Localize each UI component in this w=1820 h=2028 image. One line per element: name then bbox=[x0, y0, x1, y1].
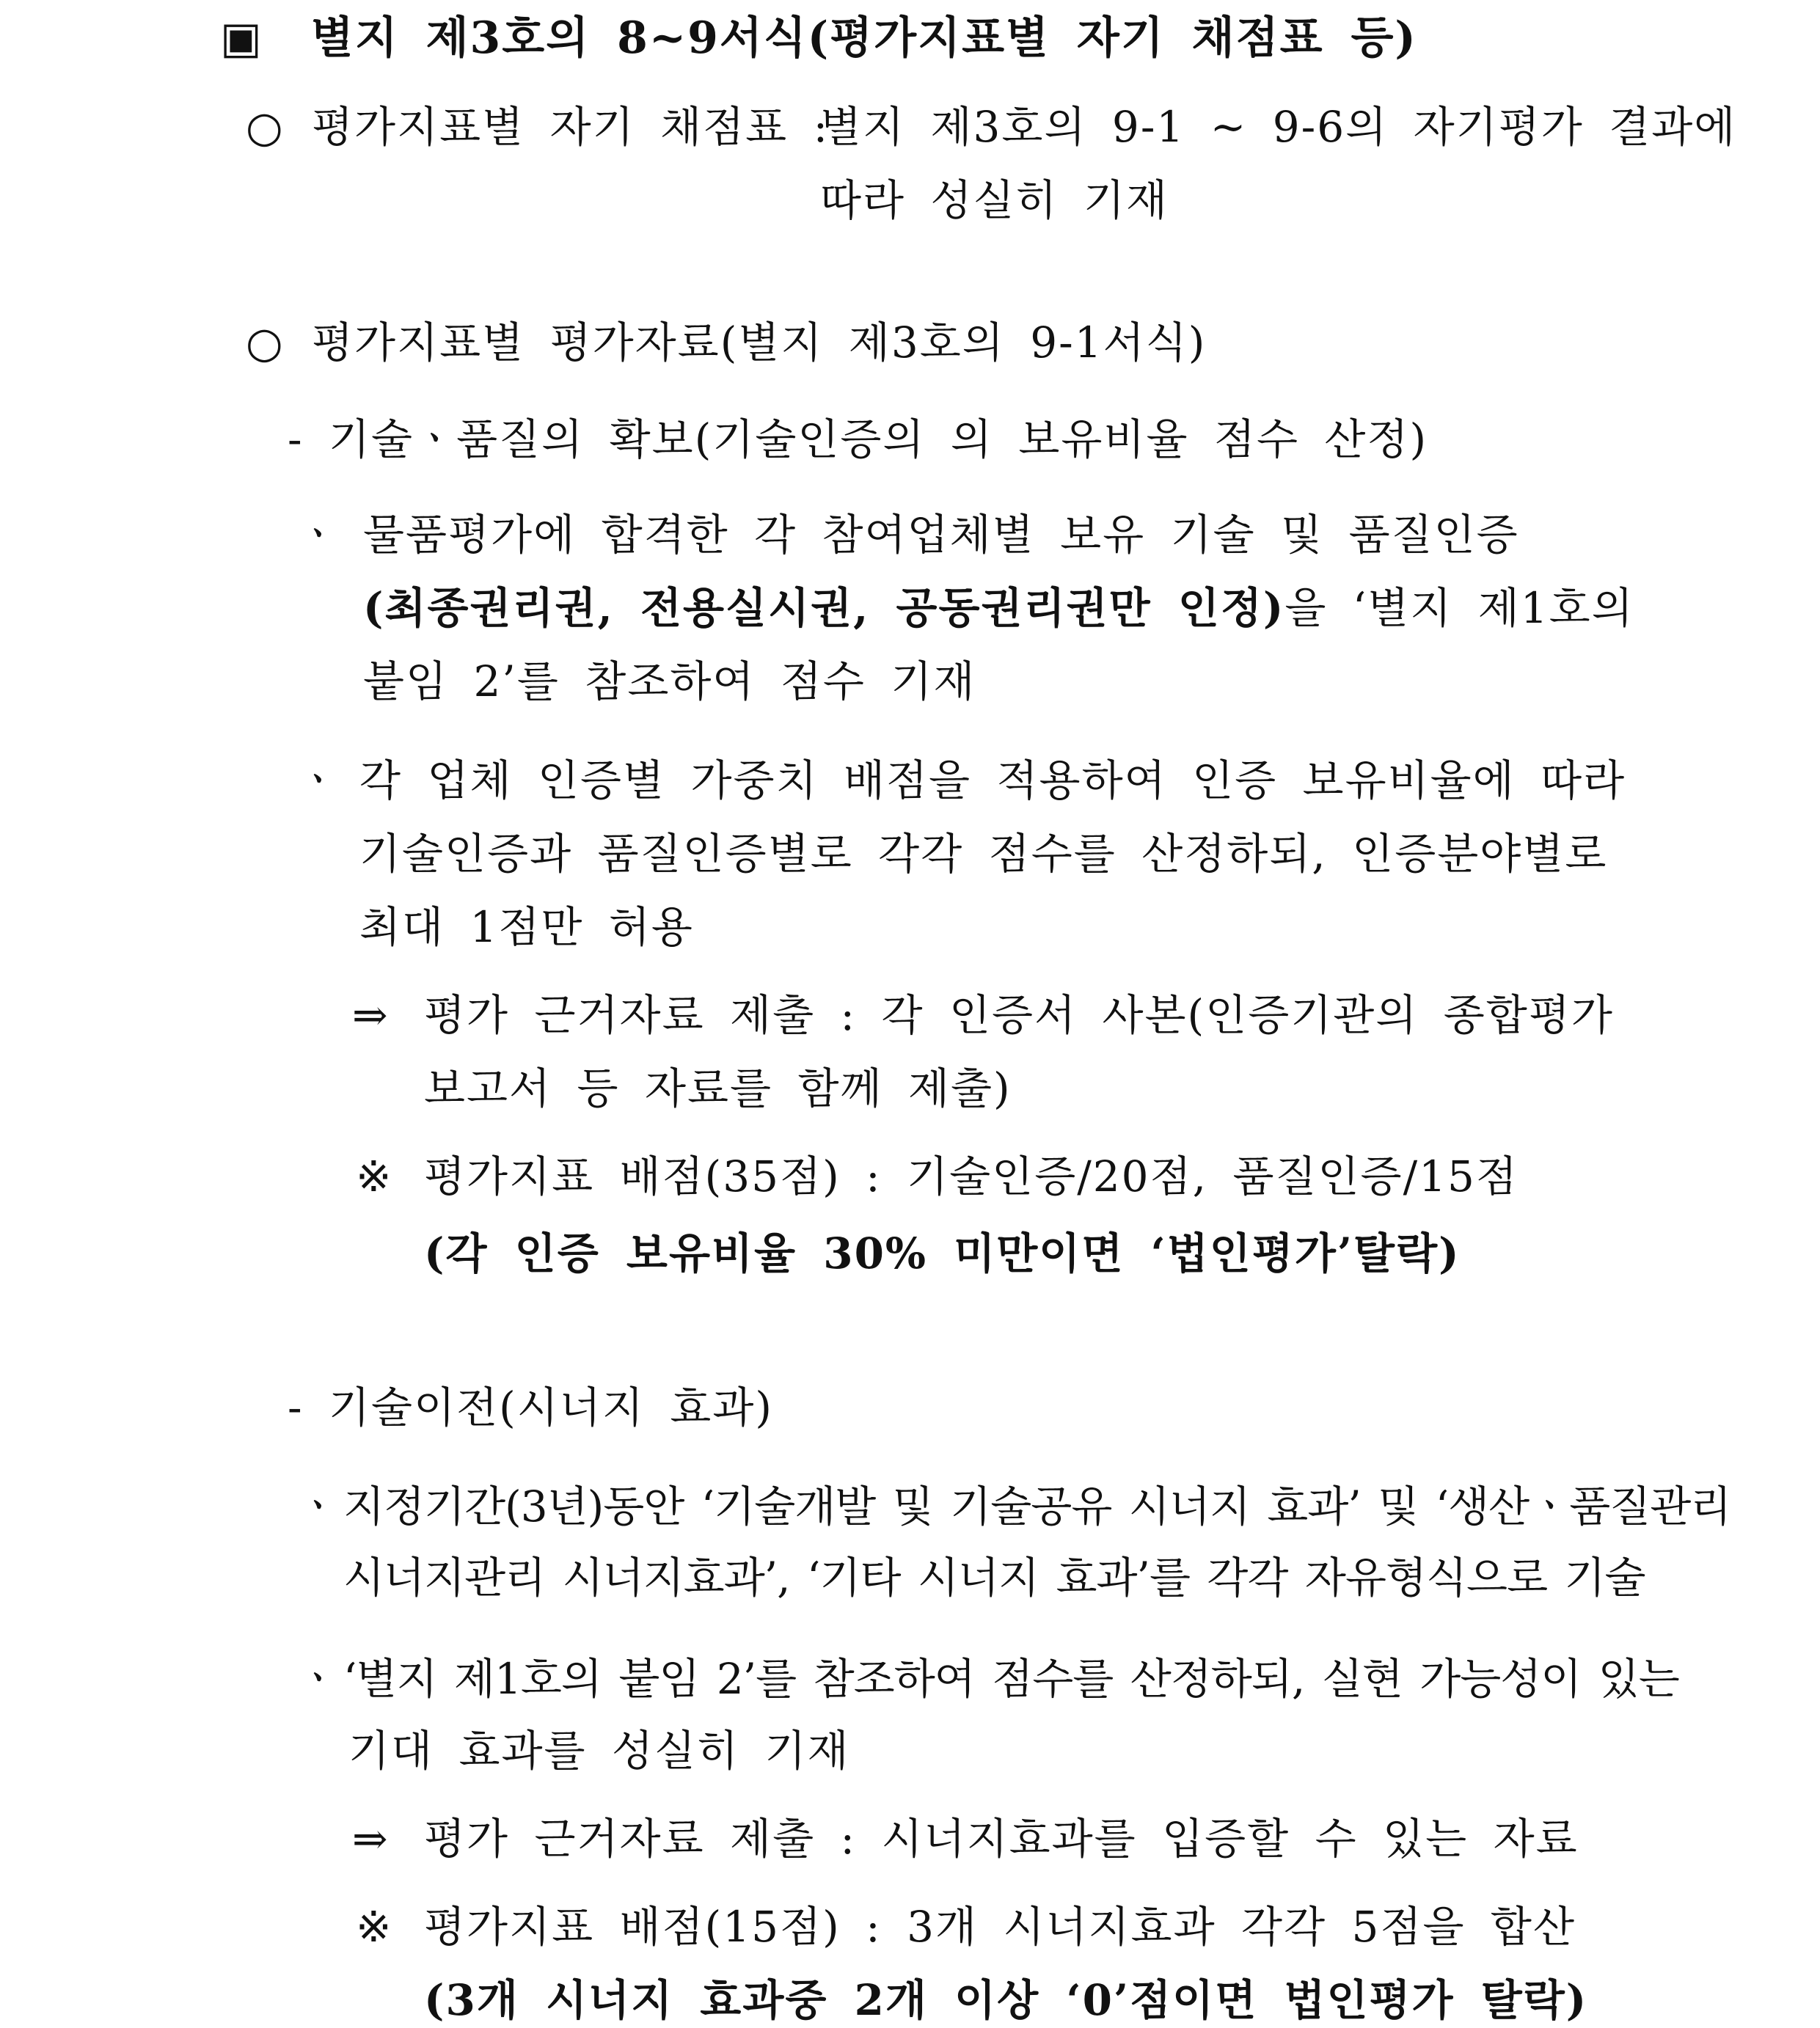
section1-evidence-line2: 보고서 등 자료를 함께 제출) bbox=[424, 1064, 1012, 1113]
section1-bullet1-line2 bbox=[363, 583, 1634, 633]
section2-bullet1-marker: ㆍ bbox=[297, 1482, 340, 1531]
section1-note-marker: ※ bbox=[356, 1152, 393, 1201]
section2-bullet2-line2: 기대 효과를 성실히 기재 bbox=[348, 1726, 850, 1776]
section2-note-line2: (3개 시너지 효과중 2개 이상 ‘0’점이면 법인평가 탈락) bbox=[424, 1975, 1588, 2025]
section1-evidence-line1: 평가 근거자료 제출 : 각 인증서 사본(인증기관의 종합평가 bbox=[424, 990, 1614, 1040]
heading-marker: ▣ bbox=[220, 12, 263, 64]
section1-bullet2-marker: ㆍ bbox=[297, 755, 340, 805]
section2-bullet2-line1: ‘별지 제1호의 붙임 2’를 참조하여 점수를 산정하되, 실현 가능성이 있는 bbox=[343, 1654, 1679, 1704]
section1-bullet2-line2: 기술인증과 품질인증별로 각각 점수를 산정하되, 인증분야별로 bbox=[359, 829, 1608, 879]
section-heading bbox=[220, 12, 1417, 64]
heading-text: 별지 제3호의 8~9서식(평가지표별 자기 채점표 등) bbox=[310, 12, 1417, 64]
section1-title: - 기술ㆍ품질의 확보(기술인증의 의 보유비율 점수 산정) bbox=[288, 414, 1428, 464]
section2-evidence-marker: ⇒ bbox=[352, 1814, 390, 1864]
section1-bullet1-text1: 물품평가에 합격한 각 참여업체별 보유 기술 및 품질인증 bbox=[363, 510, 1519, 560]
section1-bullet1-line3: 붙임 2’를 참조하여 점수 기재 bbox=[363, 656, 976, 706]
item1-label: 평가지표별 자기 채점표 : bbox=[312, 102, 830, 152]
section1-evidence-marker: ⇒ bbox=[352, 990, 390, 1040]
section1-note-line1: 평가지표 배점(35점) : 기술인증/20점, 품질인증/15점 bbox=[424, 1152, 1519, 1201]
section1-bullet1-rest: 을 ‘별지 제1호의 bbox=[1284, 583, 1634, 633]
section2-title: - 기술이전(시너지 효과) bbox=[288, 1383, 773, 1432]
section2-evidence-line1: 평가 근거자료 제출 : 시너지효과를 입증할 수 있는 자료 bbox=[424, 1814, 1579, 1864]
section2-note-marker: ※ bbox=[356, 1902, 393, 1952]
section1-note-line2: (각 인증 보유비율 30% 미만이면 ‘법인평가’탈락) bbox=[424, 1229, 1461, 1278]
section1-bullet1-line1 bbox=[363, 510, 1643, 560]
section1-bullet2-line1: 각 업체 인증별 가중치 배점을 적용하여 인증 보유비율에 따라 bbox=[359, 755, 1626, 805]
item2-text: 평가지표별 평가자료(별지 제3호의 9-1서식) bbox=[312, 318, 1207, 367]
item1-line1: 별지 제3호의 9-1 ~ 9-6의 자기평가 결과에 bbox=[820, 102, 1737, 152]
item1-line2: 따라 성실히 기재 bbox=[820, 175, 1169, 225]
section2-bullet1-line1: 지정기간(3년)동안 ‘기술개발 및 기술공유 시너지 효과’ 및 ‘생산ㆍ품질관리 bbox=[343, 1482, 1731, 1531]
section1-bullet1-marker: ㆍ bbox=[297, 510, 340, 560]
item2-marker: ○ bbox=[246, 318, 285, 367]
section2-note-line1: 평가지표 배점(15점) : 3개 시너지효과 각각 5점을 합산 bbox=[424, 1902, 1576, 1952]
item1-marker: ○ bbox=[246, 102, 285, 152]
section1-bullet2-line3: 최대 1점만 허용 bbox=[359, 902, 694, 952]
section1-bullet1-bold: (최종권리권, 전용실시권, 공동권리권만 인정) bbox=[363, 583, 1285, 633]
section2-bullet2-marker: ㆍ bbox=[297, 1654, 340, 1704]
section2-bullet1-line2: 시너지관리 시너지효과’, ‘기타 시너지 효과’를 각각 자유형식으로 기술 bbox=[343, 1553, 1645, 1603]
